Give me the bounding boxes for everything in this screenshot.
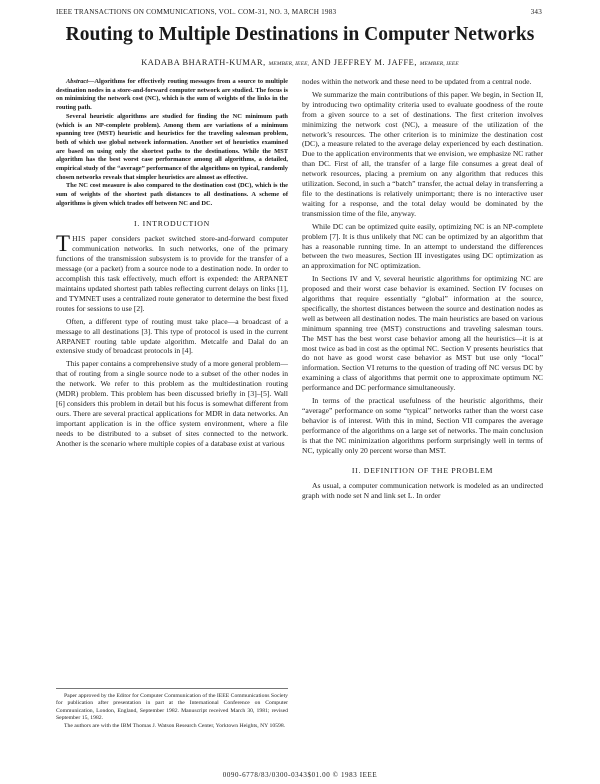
author-1-grade: MEMBER, IEEE, [268, 61, 310, 67]
abstract-lead: Abstract— [66, 78, 95, 85]
right-paragraph-2: While DC can be optimized quite easily, optimizing NC is an NP-complete problem [7]. It is thus unlikely that NC can be optimized by an algorithm that has a reasonable running time. In an attempt to understand the differences between the two measures, Section III investigates using DC optimization as an approximation for NC optimization. [302, 221, 543, 271]
footnote-paragraph-2: The authors are with the IBM Thomas J. Watson Research Center, Yorktown Heights, NY 10598. [64, 722, 286, 729]
copyright-line: 0090-6778/83/0300-0343$01.00 © 1983 IEEE [222, 771, 378, 779]
left-column [56, 78, 288, 448]
right-column [302, 77, 543, 501]
footnote [56, 688, 288, 730]
paper-title: Routing to Multiple Destinations in Computer Networks [65, 24, 535, 45]
section-heading-introduction: I. INTRODUCTION [134, 218, 210, 228]
footnote-paragraph-1: Paper approved by the Editor for Computer Communication of the IEEE Communications Society for publication after presentation in part at the International Conference on Computer Communication, London, England, September 1982. Manuscript received March 30, 1981; revised September 15, 1982. [56, 693, 288, 722]
author-line [0, 58, 600, 67]
journal-citation: IEEE TRANSACTIONS ON COMMUNICATIONS, VOL. COM-31, NO. 3, MARCH 1983 [56, 8, 337, 16]
section-heading-definition: II. DEFINITION OF THE PROBLEM [351, 465, 494, 475]
author-1-name: KADABA BHARATH-KUMAR, [141, 58, 266, 67]
right-paragraph-1: We summarize the main contributions of this paper. We begin, in Section II, by introducing two optimality criteria used to evaluate goodness of the route from a given source to a set of destinations. The first criterion involves minimizing the network cost (NC), a measure of the utilization of the network’s resources. The other criterion is to minimize the destination cost (DC), a measure related to the average delay experienced by each destination. Due to the application environments that we envision, we emphasize NC rather than DC. First of all, the transfer of a large file consumes a great deal of network resources, placing a premium on any algorithm that reduces this utilization. Second, in such a “batch” transfer, the actual delay in transferring a file to the destinations is relatively unimportant; there is no interactive user waiting for a response, and the total delay would be dominated by the transmission time of the file, anyway. [302, 89, 543, 218]
intro-paragraph-1: THIS paper considers packet switched store-and-forward computer communication networks. In such networks, one of the primary functions of the transmission subsystem is to provide for the transfer of a message (or a packet) from a source node to a destination node. In order to accomplish this task effectively, much effort is expended: the ARPANET maintains updated shortest path tables reflecting current delays on links [1], and TYMNET uses a centralized route generator to determine the best fixed routes for sessions to use [2]. [56, 231, 288, 313]
running-header [56, 8, 542, 16]
abstract-paragraph-3: The NC cost measure is also compared to the destination cost (DC), which is the sum of weights of the shortest path distances to all destinations. A scheme of algorithms is given which trades off between NC and DC. [56, 182, 288, 207]
abstract [56, 78, 288, 209]
right-paragraph-4: In terms of the practical usefulness of the heuristic algorithms, their “average” performance on some “typical” networks rather than the worst case behavior is of interest. With this in mind, Section VII compares the average performance of the algorithms on a large set of networks. The main conclusion is that the NC minimization algorithms perform surprisingly well in terms of NC, typically only 20 percent worse than MST. [302, 396, 543, 455]
intro-paragraph-3: This paper contains a comprehensive study of a more general problem—that of routing from a single source node to a subset of the other nodes in the network. We refer to this problem as the multidestination routing (MDR) problem. This problem has been discussed briefly in [3]–[5]. Wall [6] considers this problem in detail but his focus is somewhat different from ours. There are several practical applications for MDR in data networks. An important application is in the office system environment, where a file needs to be distributed to a subset of sites connected to the network. Another is the scenario where multiple copies of a database exist at various [56, 359, 288, 448]
author-2-grade: MEMBER, IEEE [419, 61, 459, 67]
author-2-name: JEFFREY M. JAFFE, [333, 58, 417, 67]
author-connector: AND [311, 58, 332, 67]
right-paragraph-3: In Sections IV and V, several heuristic algorithms for optimizing NC are proposed and their worst case behavior is examined. Section IV focuses on algorithms that require essentially “global” information at the source, specifically, the shortest distances between the source and destination nodes as well as between all destination nodes. The main heuristics are based on various minimum spanning tree (MST) constructions and traveling salesman tours. The MST has the best worst case behavior among all the heuristics—it is at most twice as bad in cost as the optimal NC. Section V presents heuristics that do not have as good worst case behavior as MST but use only “local” information. Section VI returns to the question of trading off NC versus DC by examining a class of algorithms that permit one to approximate optimum NC performance and DC performance simultaneously. [302, 274, 543, 393]
drop-cap: T [56, 231, 71, 257]
abstract-paragraph-2: Several heuristic algorithms are studied for finding the NC minimum path (which is an NP-complete problem). Among them are variations of a minimum spanning tree (MST) heuristic and heuristics for the traveling salesman problem, both of which use global network information. Another set of heuristics examined are based on using only the shortest paths to the destinations. While the MST algorithm has the best worst case performance among all algorithms, a detailed, empirical study of the “average” performance of the algorithms on typical, randomly chosen networks reveals that simpler heuristics are almost as effective. [56, 112, 288, 181]
right-paragraph-5: As usual, a computer communication network is modeled as an undirected graph with node set N and link set L. In order [302, 481, 543, 501]
abstract-paragraph-1: Abstract—Algorithms for effectively routing messages from a source to multiple destination nodes in a store-and-forward computer network are studied. The focus is on minimizing the network cost (NC), which is the sum of weights of the links in the routing path. [56, 78, 288, 112]
intro-paragraph-2: Often, a different type of routing must take place—a broadcast of a message to all destinations [3]. This type of protocol is used in the current ARPANET routing table update algorithm. Metcalfe and Dalal do an extensive study of broadcast protocols in [4]. [56, 316, 288, 356]
right-paragraph-0: nodes within the network and these need to be updated from a central node. [302, 77, 532, 86]
page-number: 343 [530, 8, 542, 16]
